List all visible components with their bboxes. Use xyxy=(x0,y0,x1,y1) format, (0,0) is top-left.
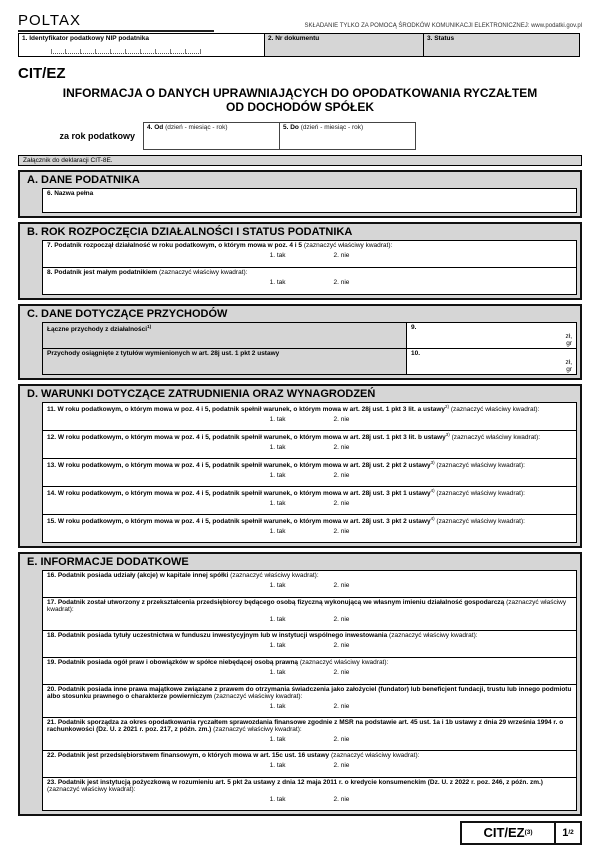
question-row-21 xyxy=(42,717,577,751)
section-b xyxy=(18,222,582,300)
page-footer xyxy=(18,821,582,845)
question-19-option-no[interactable]: 2. nie xyxy=(333,668,350,676)
top-bar xyxy=(18,12,582,32)
question-22-option-no[interactable]: 2. nie xyxy=(333,761,350,769)
question-15-option-yes[interactable]: 1. tak xyxy=(269,527,286,535)
date-from-field[interactable] xyxy=(143,122,280,150)
question-12-option-no[interactable]: 2. nie xyxy=(333,443,350,451)
question-12-label: 12. W roku podatkowym, o którym mowa w poz. 4 i 5, podatnik spełnił warunek, o którym mowa w art. 28j ust. 1 pkt 3 lit. b ustawy xyxy=(47,433,446,441)
form-title xyxy=(18,86,582,115)
question-11-hint: (zaznaczyć właściwy kwadrat): xyxy=(450,405,540,413)
tax-year-label: za rok podatkowy xyxy=(59,130,135,141)
section-c xyxy=(18,304,582,380)
identification-row xyxy=(18,33,582,57)
amount-9-input[interactable] xyxy=(406,323,576,348)
footnote-marker-1: 1) xyxy=(147,323,152,329)
nip-field-label: 1. Identyfikator podatkowy NIP podatnika xyxy=(22,35,150,42)
question-21-label: 21. Podatnik sporządza za okres opodatkowania ryczałtem sprawozdania finansowe zgodnie z MSR na podstawie art. 45 ust. 1a i 1b ustawy z dnia 29 września 1994 r. o rachunkowości (Dz. U. z 2021 r. poz. 217, z późn. zm.) xyxy=(47,718,564,733)
question-row-22 xyxy=(42,750,577,778)
question-18-option-no[interactable]: 2. nie xyxy=(333,641,350,649)
question-18-hint: (zaznaczyć właściwy kwadrat): xyxy=(389,631,478,639)
footnote-marker-2: 2) xyxy=(445,403,450,409)
section-a-title: A. DANE PODATNIKA xyxy=(27,173,140,186)
footnote-marker-3: 3) xyxy=(445,431,450,437)
question-23-label: 23. Podatnik jest instytucją pożyczkową w rozumieniu art. 5 pkt 2a ustawy z dnia 12 maja 2011 r. o kredycie konsumenckim (Dz. U. z 2022 r. poz. 246, z późn. zm.) xyxy=(47,778,543,786)
question-row-13 xyxy=(42,458,577,487)
question-13-option-yes[interactable]: 1. tak xyxy=(269,471,286,479)
amount-10-number: 10. xyxy=(411,349,421,357)
nip-comb-input[interactable] xyxy=(51,49,201,54)
footnote-marker-6: 4) xyxy=(430,515,435,521)
question-7-hint: (zaznaczyć właściwy kwadrat): xyxy=(303,241,393,249)
tax-year-boxes xyxy=(143,122,416,150)
question-18-option-yes[interactable]: 1. tak xyxy=(269,641,286,649)
question-17-option-yes[interactable]: 1. tak xyxy=(269,615,286,623)
section-d xyxy=(18,384,582,548)
amount-9-label: Łączne przychody z działalności$^{1)}$ xyxy=(47,323,152,333)
question-21-option-no[interactable]: 2. nie xyxy=(333,735,350,743)
section-c-title: C. DANE DOTYCZĄCE PRZYCHODÓW xyxy=(27,307,228,320)
question-11-option-yes[interactable]: 1. tak xyxy=(269,415,286,423)
form-title-line1: INFORMACJA O DANYCH UPRAWNIAJĄCYCH DO OPODATKOWANIA RYCZAŁTEM xyxy=(62,86,538,100)
question-19-label: 19. Podatnik posiada ogół praw i obowiązków w spółce niebędącej osobą prawną xyxy=(47,658,299,666)
question-13-label: 13. W roku podatkowym, o którym mowa w poz. 4 i 5, podatnik spełnił warunek, o którym mowa w art. 28j ust. 2 pkt 2 ustawy xyxy=(47,461,431,469)
document-number-field xyxy=(264,33,424,57)
tax-year-row xyxy=(18,122,582,150)
full-name-field[interactable] xyxy=(42,188,577,213)
amount-row-9 xyxy=(42,322,577,349)
amount-10-label: Przychody osiągnięte z tytułów wymienionych w art. 28j ust. 1 pkt 2 ustawy xyxy=(47,349,280,357)
question-16-hint: (zaznaczyć właściwy kwadrat): xyxy=(230,571,319,579)
section-e xyxy=(18,552,582,816)
question-8-hint: (zaznaczyć właściwy kwadrat): xyxy=(158,268,248,276)
question-23-option-no[interactable]: 2. nie xyxy=(333,795,350,803)
question-7-label: 7. Podatnik rozpoczął działalność w roku podatkowym, o którym mowa w poz. 4 i 5 xyxy=(47,241,302,249)
question-17-option-no[interactable]: 2. nie xyxy=(333,615,350,623)
question-14-option-yes[interactable]: 1. tak xyxy=(269,499,286,507)
question-15-label: 15. W roku podatkowym, o którym mowa w poz. 4 i 5, podatnik spełnił warunek, o którym mowa w art. 28j ust. 3 pkt 2 ustawy xyxy=(47,517,431,525)
question-7-option-yes[interactable]: 1. tak xyxy=(269,251,286,259)
question-12-hint: (zaznaczyć właściwy kwadrat): xyxy=(451,433,541,441)
e-filing-notice: SKŁADANIE TYLKO ZA POMOCĄ ŚRODKÓW KOMUNIKACJI ELEKTRONICZNEJ: www.podatki.gov.pl xyxy=(304,23,582,29)
status-field xyxy=(423,33,580,57)
question-8-option-yes[interactable]: 1. tak xyxy=(269,278,286,286)
question-17-label: 17. Podatnik został utworzony z przekształcenia przedsiębiorcy będącego osobą fizyczną wykonującą we własnym imieniu działalność gospodarczą xyxy=(47,598,505,606)
form-title-line2: OD DOCHODÓW SPÓŁEK xyxy=(225,100,374,115)
attachment-note: Załącznik do deklaracji CIT-8E. xyxy=(18,155,582,166)
question-23-hint: (zaznaczyć właściwy kwadrat): xyxy=(47,785,136,793)
date-from-hint: (dzień - miesiąc - rok) xyxy=(165,123,228,131)
question-20-option-no[interactable]: 2. nie xyxy=(333,702,350,710)
footnote-marker-4: 3) xyxy=(430,459,435,465)
nip-field[interactable] xyxy=(18,33,265,57)
amount-10-units: zł, gr xyxy=(565,358,572,373)
question-row-11 xyxy=(42,402,577,431)
question-row-19 xyxy=(42,657,577,685)
question-7-option-no[interactable]: 2. nie xyxy=(333,251,350,259)
question-17-hint: (zaznaczyć właściwy kwadrat): xyxy=(47,598,567,613)
section-d-title: D. WARUNKI DOTYCZĄCE ZATRUDNIENIA ORAZ WYNAGRODZEŃ xyxy=(27,387,376,400)
question-22-label: 22. Podatnik jest przedsiębiorstwem finansowym, o których mowa w art. 15c ust. 16 ustawy xyxy=(47,751,330,759)
question-row-15 xyxy=(42,514,577,543)
status-label: 3. Status xyxy=(427,35,455,42)
question-23-option-yes[interactable]: 1. tak xyxy=(269,795,286,803)
section-a xyxy=(18,170,582,218)
question-13-option-no[interactable]: 2. nie xyxy=(333,471,350,479)
section-b-title: B. ROK ROZPOCZĘCIA DZIAŁALNOŚCI I STATUS PODATNIKA xyxy=(27,225,353,238)
question-21-hint: (zaznaczyć właściwy kwadrat): xyxy=(213,725,302,733)
question-16-option-no[interactable]: 2. nie xyxy=(333,581,350,589)
question-row-7 xyxy=(42,240,577,268)
question-19-option-yes[interactable]: 1. tak xyxy=(269,668,286,676)
question-11-option-no[interactable]: 2. nie xyxy=(333,415,350,423)
question-20-label: 20. Podatnik posiada inne prawa majątkowe związane z prawem do otrzymania świadczenia jako założyciel (fundator) lub beneficjent fundacji, trustu lub innego podmiotu albo stosunku prawnego o charakterze powierniczym xyxy=(47,685,572,700)
question-row-18 xyxy=(42,630,577,658)
amount-row-10 xyxy=(42,348,577,375)
question-20-option-yes[interactable]: 1. tak xyxy=(269,702,286,710)
section-e-title: E. INFORMACJE DODATKOWE xyxy=(27,555,189,568)
question-22-hint: (zaznaczyć właściwy kwadrat): xyxy=(330,751,420,759)
question-row-20 xyxy=(42,684,577,718)
question-row-14 xyxy=(42,486,577,515)
question-22-option-yes[interactable]: 1. tak xyxy=(269,761,286,769)
date-to-hint: (dzień - miesiąc - rok) xyxy=(300,123,364,131)
question-14-option-no[interactable]: 2. nie xyxy=(333,499,350,507)
question-16-option-yes[interactable]: 1. tak xyxy=(269,581,286,589)
question-19-hint: (zaznaczyć właściwy kwadrat): xyxy=(299,658,389,666)
document-number-label: 2. Nr dokumentu xyxy=(268,35,320,42)
question-row-17 xyxy=(42,597,577,631)
amount-9-number: 9. xyxy=(411,323,417,331)
amount-10-input[interactable] xyxy=(406,349,576,374)
form-code: CIT/EZ xyxy=(18,65,66,82)
question-16-label: 16. Podatnik posiada udziały (akcje) w kapitale innej spółki xyxy=(47,571,229,579)
date-to-label: 5. Do xyxy=(283,123,299,131)
amount-9-units: zł, gr xyxy=(565,332,572,347)
question-14-label: 14. W roku podatkowym, o którym mowa w poz. 4 i 5, podatnik spełnił warunek, o którym mowa w art. 28j ust. 3 pkt 1 ustawy xyxy=(47,489,431,497)
question-row-23 xyxy=(42,777,577,811)
question-11-label: 11. W roku podatkowym, o którym mowa w poz. 4 i 5, podatnik spełnił warunek, o którym mowa w art. 28j ust. 1 pkt 3 lit. a ustawy xyxy=(47,405,446,413)
footer-form-version: (3) xyxy=(524,829,533,837)
question-8-option-no[interactable]: 2. nie xyxy=(333,278,350,286)
date-from-label: 4. Od xyxy=(147,123,164,131)
question-15-hint: (zaznaczyć właściwy kwadrat): xyxy=(436,517,525,525)
question-8-label: 8. Podatnik jest małym podatnikiem xyxy=(47,268,158,276)
poltax-brand: POLTAX xyxy=(18,12,214,32)
question-15-option-no[interactable]: 2. nie xyxy=(333,527,350,535)
footnote-marker-5: 4) xyxy=(430,487,435,493)
question-13-hint: (zaznaczyć właściwy kwadrat): xyxy=(436,461,525,469)
date-to-field[interactable] xyxy=(279,122,416,150)
footer-form-code: CIT/EZ (3) xyxy=(483,825,533,841)
question-21-option-yes[interactable]: 1. tak xyxy=(269,735,286,743)
page-indicator: 1 /2 xyxy=(554,823,580,843)
question-row-16 xyxy=(42,570,577,598)
question-12-option-yes[interactable]: 1. tak xyxy=(269,443,286,451)
question-row-12 xyxy=(42,430,577,459)
question-20-hint: (zaznaczyć właściwy kwadrat): xyxy=(213,692,303,700)
question-row-8 xyxy=(42,267,577,295)
question-18-label: 18. Podatnik posiada tytuły uczestnictwa w funduszu inwestycyjnym lub w instytucji wspólnego inwestowania xyxy=(47,631,388,639)
question-14-hint: (zaznaczyć właściwy kwadrat): xyxy=(436,489,525,497)
full-name-label: 6. Nazwa pełna xyxy=(47,189,94,197)
